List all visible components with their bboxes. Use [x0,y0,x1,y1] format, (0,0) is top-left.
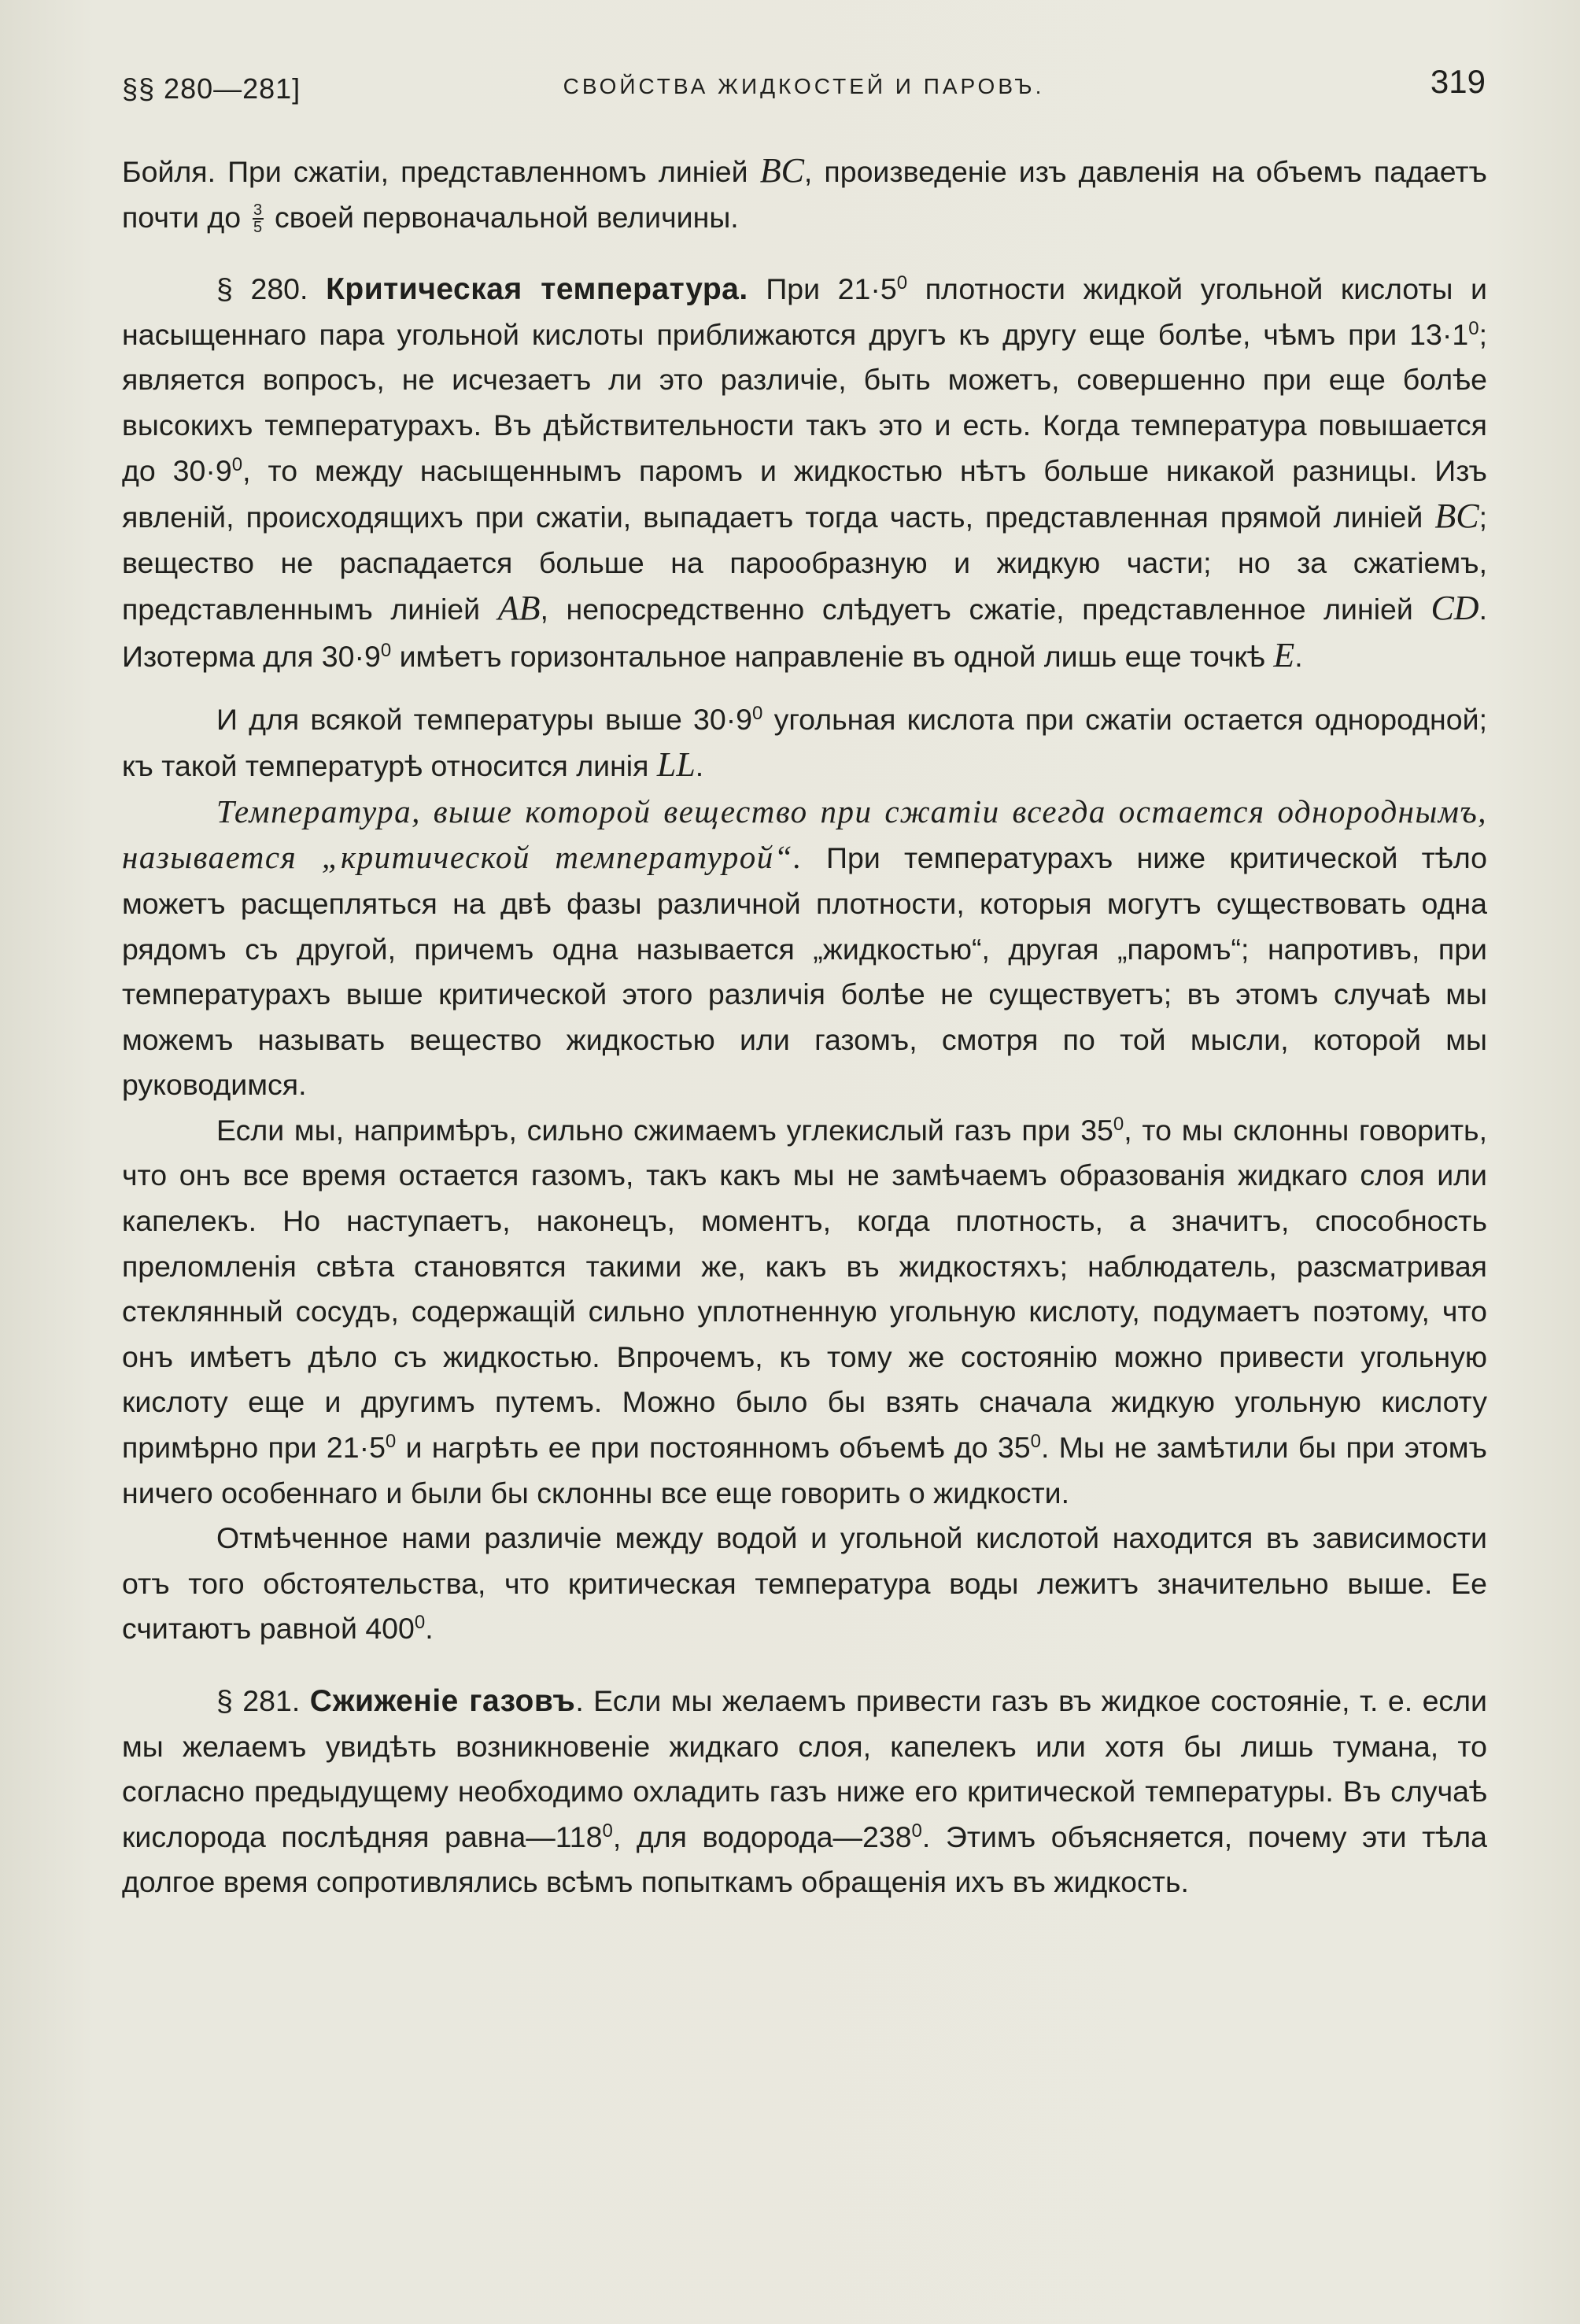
paragraph-example: Если мы, напримѣръ, сильно сжимаемъ углекислый газъ при $35^0$, то мы склонны говорить, что онъ все время остается газомъ, такъ какъ мы не замѣчаемъ образованія жидкаго слоя или капелекъ. Но наступаетъ, наконецъ, моментъ, когда плотность, а значитъ, способность преломленія свѣта становятся такими же, какъ въ жидкостяхъ; наблюдатель, разсматривая стеклянный сосудъ, содержащій сильно уплотненную угольную кислоту, подумаетъ поэтому, что онъ имѣетъ дѣло съ жидкостью. Впрочемъ, къ тому же состоянію можно привести угольную кислоту еще и другимъ путемъ. Можно было бы взять сначала жидкую угольную кислоту примѣрно при $21\cdot 5^0$ и нагрѣть ее при постоянномъ объемѣ до $35^0$. Мы не замѣтили бы при этомъ ничего особеннаго и были бы склонны все еще говорить о жидкости. [122,1113,1488,1509]
paragraph-continuation: Бойля. При сжатіи, представленномъ линіей BC, произведеніе изъ давленія на объемъ падаетъ почти до $\frac{3}{5}$ своей первоначальной величины. [122,151,1487,236]
section-number: § 281. [216,1684,310,1717]
paragraph-definition: Температура, выше которой вещество при сжатіи всегда остается однороднымъ, называется „критической температурой“. При температурахъ ниже критической тѣло можетъ расщепляться на двѣ фазы различной плотности, которыя могутъ существовать одна рядомъ съ другой, причемъ одна называется „жидкостью“, другая „паромъ“; напротивъ, при температурахъ выше критической этого различія болѣе не существуетъ; въ этомъ случаѣ мы можемъ называть вещество жидкостью или газомъ, смотря по той мысли, которой мы руководимся. [122,793,1487,1102]
running-head [122,55,1486,105]
variable-bc: BC [759,151,804,190]
section-281-paragraph: § 281. Сжиженіе газовъ. Если мы желаемъ привести газъ въ жидкое состояніе, т. е. если мы желаемъ увидѣть возникновеніе жидкаго слоя, капелекъ или хотя бы лишь тумана, то согласно предыдущему необходимо охладить газъ ниже его критической температуры. Въ случаѣ кислорода послѣдняя $равна—118^0$, для $водорода—238^0$. Этимъ объясняется, почему эти тѣла долгое время сопротивлялись всѣмъ попыткамъ обращенія ихъ въ жидкость. [122,1684,1488,1899]
page-number: 319 [1430,63,1486,100]
variable-ab: AB [497,589,541,628]
fraction: $\frac{3}{5}$ [253,201,263,236]
paragraph-water: Отмѣченное нами различіе между водой и угольной кислотой находится въ зависимости отъ того обстоятельства, что критическая температура воды лежитъ значительно выше. Ее считаютъ равной $400^0$. [122,1521,1487,1646]
section-280-paragraph: § 280. Критическая температура. При $21\cdot 5^0$ плотности жидкой угольной кислоты и насыщеннаго пара угольной кислоты приближаются другъ къ другу еще болѣе, чѣмъ при $13\cdot 1^0$; является вопросъ, не исчезаетъ ли это различіе, быть можетъ, совершенно при еще болѣе высокихъ температурахъ. Въ дѣйствительности такъ это и есть. Когда температура повышается до $30\cdot 9^0$, то между насыщеннымъ паромъ и жидкостью нѣтъ больше никакой разницы. Изъ явленій, происходящихъ при сжатіи, выпадаетъ тогда часть, представленная прямой линіей BC; вещество не распадается больше на парообразную и жидкую части; но за сжатіемъ, представленнымъ линіей AB, непосредственно слѣдуетъ сжатіе, представленное линіей CD. Изотерма для $30\cdot 9^0$ имѣетъ горизонтальное направленіе въ одной лишь еще точкѣ E. [122,272,1488,674]
paragraph-isotherm: И для всякой температуры выше $30\cdot 9^0$ угольная кислота при сжатіи остается однородной; къ такой температурѣ относится линія LL. [122,702,1487,785]
section-range: §§ 280—281] [122,72,301,105]
section-number: § 280. [216,272,327,306]
body-text [122,148,1487,1905]
section-heading: Сжиженіе газовъ [309,1684,576,1718]
running-title: СВОЙСТВА ЖИДКОСТЕЙ И ПАРОВЪ. [563,74,1045,98]
section-heading: Критическая температура. [326,272,748,307]
variable-bc: BC [1434,497,1479,536]
variable-cd: CD [1430,589,1479,628]
variable-ll: LL [656,745,696,785]
variable-e: E [1273,635,1295,674]
definition-text: Температура, выше которой вещество при сжатіи всегда остается однороднымъ, называется „критической температурой“. [122,793,1487,876]
